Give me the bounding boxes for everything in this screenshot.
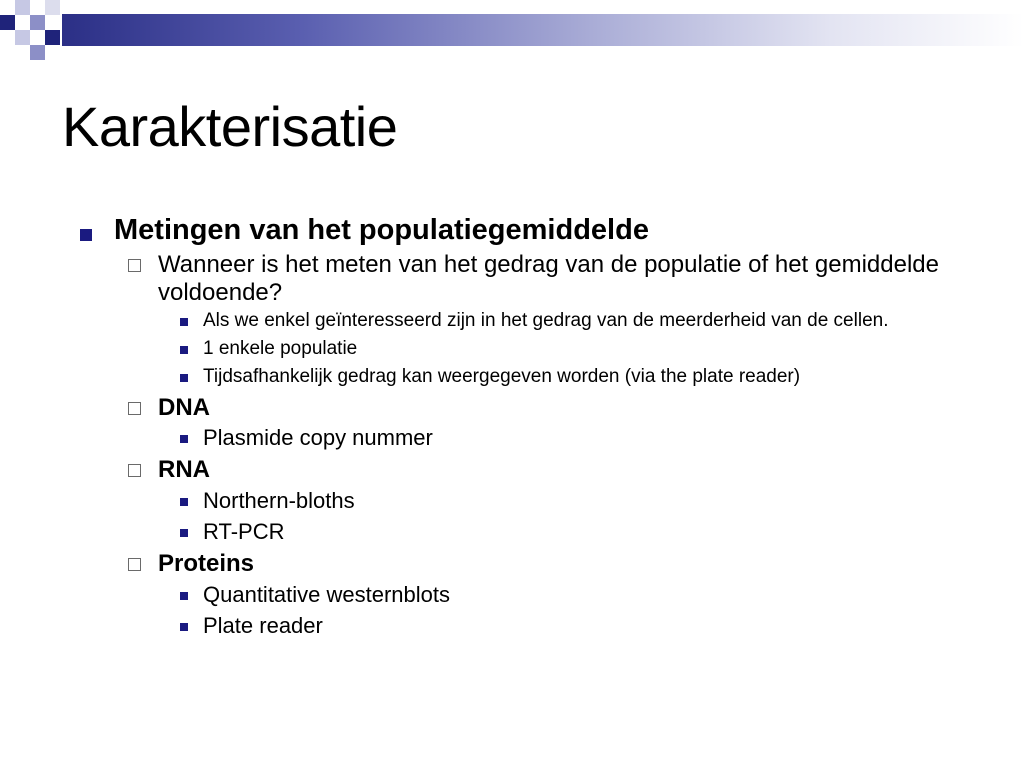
list-item-text: Northern-bloths: [203, 487, 355, 513]
section-label: DNA: [158, 393, 210, 421]
section-label: Proteins: [158, 550, 255, 578]
slide-content: [74, 214, 974, 645]
hollow-square-bullet-icon: [128, 402, 141, 415]
slide-title: Karakterisatie: [62, 95, 398, 158]
deco-square: [30, 15, 45, 30]
deco-square: [45, 0, 60, 15]
list-item: [74, 488, 974, 514]
square-bullet-icon: [180, 435, 188, 443]
list-item: [74, 310, 974, 332]
heading-text: Metingen van het populatiegemiddelde: [114, 214, 649, 246]
list-item-text: RT-PCR: [203, 519, 285, 545]
deco-square: [30, 45, 45, 60]
square-bullet-icon: [80, 229, 92, 241]
square-bullet-icon: [180, 623, 188, 631]
square-bullet-icon: [180, 498, 188, 506]
header-gradient-band: [62, 14, 1024, 46]
heading-item: [74, 214, 974, 247]
square-bullet-icon: [180, 346, 188, 354]
hollow-square-bullet-icon: [128, 464, 141, 477]
hollow-square-bullet-icon: [128, 558, 141, 571]
list-item-text: 1 enkele populatie: [203, 337, 358, 359]
section-proteins: [74, 550, 974, 577]
list-item-text: Als we enkel geïnteresseerd zijn in het gedrag van de meerderheid van de cellen.: [203, 310, 889, 332]
header-decoration: [0, 0, 1024, 62]
section-label: RNA: [158, 456, 210, 484]
list-item: [74, 582, 974, 608]
square-bullet-icon: [180, 374, 188, 382]
question-text: Wanneer is het meten van het gedrag van de populatie of het gemiddelde voldoende?: [158, 251, 939, 306]
square-bullet-icon: [180, 592, 188, 600]
list-item: [74, 366, 974, 388]
list-item: [74, 425, 974, 451]
deco-square: [15, 30, 30, 45]
square-bullet-icon: [180, 318, 188, 326]
deco-square: [0, 15, 15, 30]
deco-square: [15, 0, 30, 15]
square-bullet-icon: [180, 529, 188, 537]
list-item: [74, 338, 974, 360]
hollow-square-bullet-icon: [128, 259, 141, 272]
list-item: [74, 519, 974, 545]
list-item-text: Tijdsafhankelijk gedrag kan weergegeven worden (via the plate reader): [203, 365, 801, 387]
list-item-text: Plasmide copy nummer: [203, 424, 433, 450]
deco-square: [45, 30, 60, 45]
section-rna: [74, 456, 974, 483]
list-item: [74, 613, 974, 639]
question-item: [74, 251, 974, 306]
list-item-text: Plate reader: [203, 613, 323, 639]
list-item-text: Quantitative westernblots: [203, 581, 451, 607]
section-dna: [74, 394, 974, 421]
